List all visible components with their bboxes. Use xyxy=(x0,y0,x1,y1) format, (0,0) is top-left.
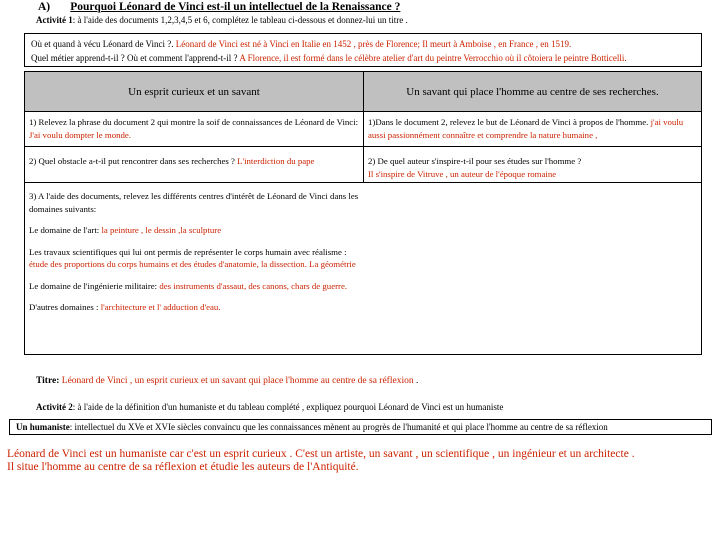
intro-a1: Léonard de Vinci est né à Vinci en Italie en 1452 , près de Florence; Il meurt à Amboise , en France , en 1519. xyxy=(175,39,572,49)
titre-end: . xyxy=(415,376,419,386)
r1-right-answer: j'ai voulu aussi passionnément connaître et comprendre la nature humaine , xyxy=(368,117,684,140)
activity-1-instruction xyxy=(36,15,408,25)
conclusion-line-1: Léonard de Vinci est un humaniste car c'est un esprit curieux . C'est un artiste, un savant , un scientifique , un ingénieur et un architecte . xyxy=(7,448,635,460)
humaniste-definition: : intellectuel du XVe et XVIe siècles convaincu que les connaissances mènent au progrès de l'humanité et qui place l'homme au centre de sa réflexion xyxy=(69,422,608,432)
row-divider xyxy=(25,146,701,147)
activity-1-label: Activité 1 xyxy=(36,15,73,25)
table-header-right: Un savant qui place l'homme au centre de ses recherches. xyxy=(364,72,701,111)
other-answer: l'architecture et l' adduction d'eau. xyxy=(100,302,221,312)
art-question: Le domaine de l'art: xyxy=(29,225,100,235)
r1-left-question: 1) Relevez la phrase du document 2 qui montre la soif de connaissances de Léonard de Vinci: xyxy=(29,117,359,127)
art-answer: la peinture , le dessin ,la sculpture xyxy=(101,225,222,235)
activity-1-text: : à l'aide des documents 1,2,3,4,5 et 6, complétez le tableau ci-dessous et donnez-lui un titre . xyxy=(72,15,408,25)
cell-r1-right xyxy=(364,112,701,145)
section-prefix: A) xyxy=(38,1,51,13)
titre-label: Titre: xyxy=(36,376,60,386)
r2-left-question: 2) Quel obstacle a-t-il put rencontrer dans ses recherches ? xyxy=(29,156,235,166)
humaniste-definition-box xyxy=(9,419,712,435)
cell-r1-left xyxy=(25,112,363,145)
activity-2-label: Activité 2 xyxy=(36,402,73,412)
activity-2-text: : à l'aide de la définition d'un humaniste et du tableau complété , expliquez pourquoi Léonard de Vinci est un humaniste xyxy=(72,402,504,412)
cell-r2-right xyxy=(364,151,701,184)
activity-2-instruction xyxy=(36,402,503,412)
research-table xyxy=(24,71,702,355)
science-answer: étude des proportions du corps humains et des études d'anatomie, la dissection. La géométrie xyxy=(29,259,356,269)
conclusion-answer xyxy=(7,448,717,474)
title-text: Pourquoi Léonard de Vinci est-il un intellectuel de la Renaissance ? xyxy=(70,1,401,13)
conclusion-line-2: Il situe l'homme au centre de sa réflexion et étudie les auteurs de l'Antiquité. xyxy=(7,461,359,473)
titre-answer: Léonard de Vinci , un esprit curieux et un savant qui place l'homme au centre de sa réflexion xyxy=(61,376,414,386)
table-header-left: Un esprit curieux et un savant xyxy=(25,72,363,111)
interests-question: 3) A l'aide des documents, relevez les différents centres d'intérêt de Léonard de Vinci dans les domaines suivants: xyxy=(29,191,359,214)
r2-right-question: 2) De quel auteur s'inspire-t-il pour ses études sur l'homme ? xyxy=(368,156,582,166)
r1-right-question: 1)Dans le document 2, relevez le but de Léonard de Vinci à propos de l'homme. xyxy=(368,117,649,127)
r2-right-answer: Il s'inspire de Vitruve , un auteur de l'époque romaine xyxy=(368,168,557,179)
intro-q1: Où et quand à vécu Léonard de Vinci ?. xyxy=(31,39,174,49)
titre-line xyxy=(36,376,418,386)
other-question: D'autres domaines : xyxy=(29,302,99,312)
intro-a2: A Florence, il est formé dans le célèbre atelier d'art du peintre Verrocchio où il côtoiera le peintre Botticelli. xyxy=(239,53,627,63)
science-question: Les travaux scientifiques qui lui ont permis de représenter le corps humain avec réalisme : xyxy=(29,246,347,257)
intro-q2: Quel métier apprend-t-il ? Où et comment l'apprend-t-il ? xyxy=(31,53,238,63)
military-question: Le domaine de l'ingénierie militaire: xyxy=(29,280,158,291)
page-title xyxy=(38,1,400,13)
r1-left-answer: J'ai voulu dompter le monde. xyxy=(29,129,131,140)
cell-r2-left xyxy=(25,151,363,172)
r2-left-answer: L'interdiction du pape xyxy=(237,156,315,166)
cell-interests xyxy=(25,186,363,327)
intro-box xyxy=(24,33,702,67)
humaniste-term: Un humaniste xyxy=(16,422,70,432)
military-answer: des instruments d'assaut, des canons, chars de guerre. xyxy=(159,280,348,291)
